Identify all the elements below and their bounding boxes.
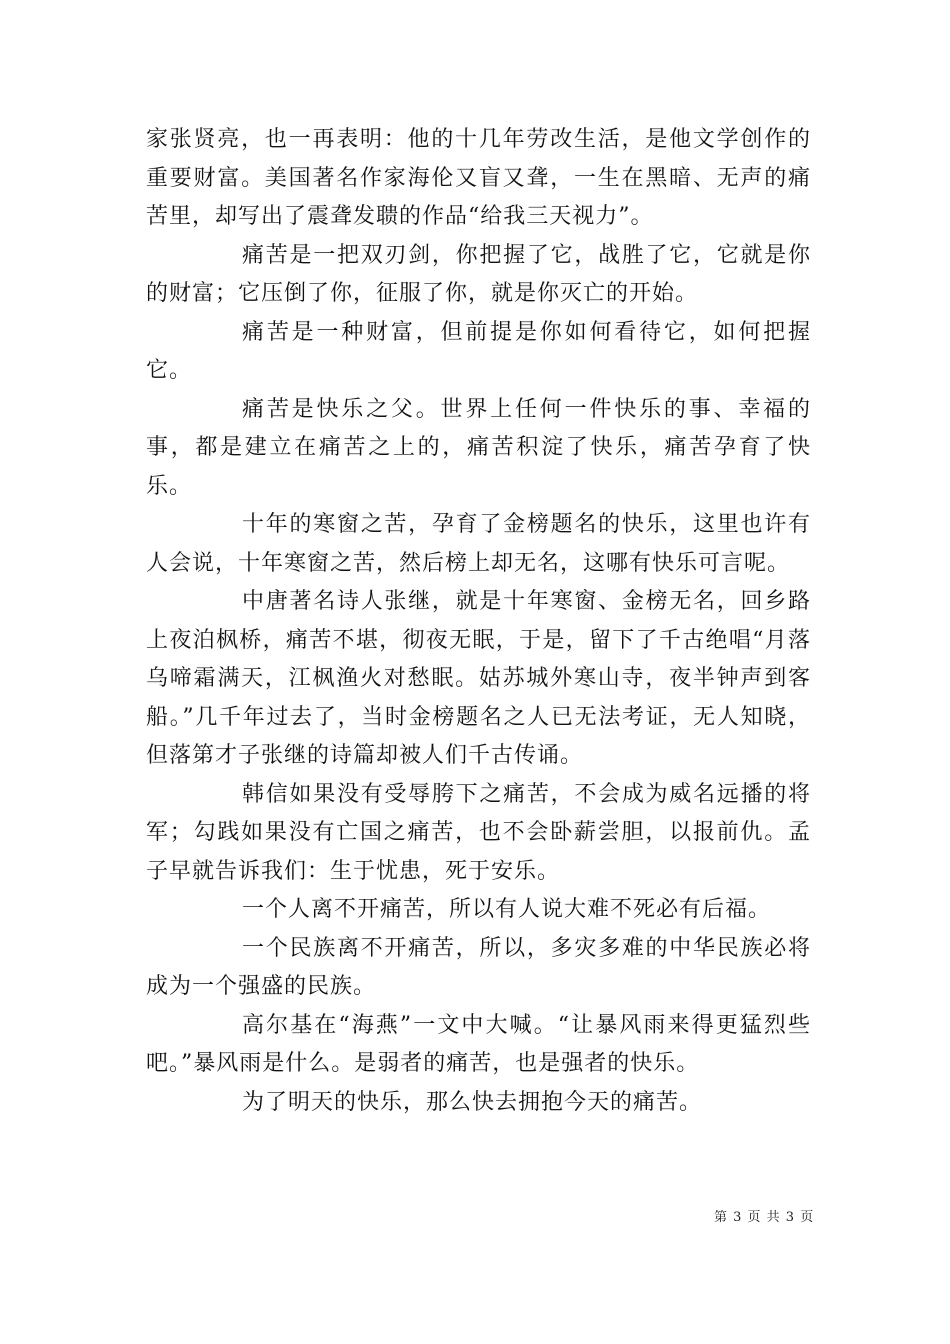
paragraph: 一个人离不开痛苦，所以有人说大难不死必有后福。	[242, 897, 772, 922]
paragraph: 为了明天的快乐，那么快去拥抱今天的痛苦。	[242, 1089, 703, 1115]
paragraph: 韩信如果没有受辱胯下之痛苦，不会成为威名远播的将军；勾践如果没有亡国之痛苦，也不会卧薪尝胆，以报前仇。孟子早就告诉我们：生于忧患，死于安乐。	[146, 781, 811, 884]
page-number-label: 第 3 页 共 3 页	[714, 1210, 815, 1225]
document-body	[146, 121, 811, 1122]
paragraph: 高尔基在“海燕”一文中大喊。“让暴风雨来得更猛烈些吧。”暴风雨是什么。是弱者的痛苦，也是强者的快乐。	[146, 1012, 811, 1076]
paragraph: 痛苦是一把双刃剑，你把握了它，战胜了它，它就是你的财富；它压倒了你，征服了你，就是你灭亡的开始。	[146, 242, 811, 306]
paragraph: 十年的寒窗之苦，孕育了金榜题名的快乐，这里也许有人会说，十年寒窗之苦，然后榜上却无名，这哪有快乐可言呢。	[146, 512, 811, 576]
paragraph: 痛苦是一种财富，但前提是你如何看待它，如何把握它。	[146, 319, 811, 383]
paragraph: 中唐著名诗人张继，就是十年寒窗、金榜无名，回乡路上夜泊枫桥，痛苦不堪，彻夜无眠，于是，留下了千古绝唱“月落乌啼霜满天，江枫渔火对愁眠。姑苏城外寒山寺，夜半钟声到客船。”几千年过去了，当时金榜题名之人已无法考证，无人知晓，但落第才子张继的诗篇却被人们千古传诵。	[146, 589, 811, 768]
paragraph: 一个民族离不开痛苦，所以，多灾多难的中华民族必将成为一个强盛的民族。	[146, 935, 811, 999]
paragraph: 家张贤亮，也一再表明：他的十几年劳改生活，是他文学创作的重要财富。美国著名作家海伦又盲又聋，一生在黑暗、无声的痛苦里，却写出了震聋发聩的作品“给我三天视力”。	[146, 127, 811, 229]
page-number-footer	[714, 1206, 814, 1225]
paragraph: 痛苦是快乐之父。世界上任何一件快乐的事、幸福的事，都是建立在痛苦之上的，痛苦积淀了快乐，痛苦孕育了快乐。	[146, 396, 811, 499]
